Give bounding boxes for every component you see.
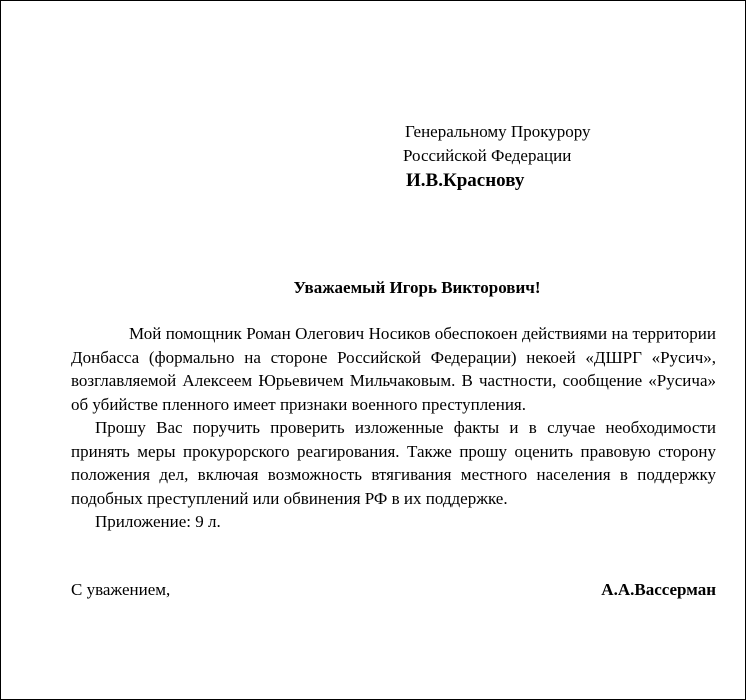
addressee-organization: Российской Федерации bbox=[403, 146, 572, 165]
signature: А.А.Вассерман bbox=[601, 580, 716, 599]
attachment-note: Приложение: 9 л. bbox=[95, 512, 221, 531]
closing: С уважением, bbox=[71, 580, 171, 599]
salutation: Уважаемый Игорь Викторович! bbox=[293, 278, 541, 297]
body-paragraph: Мой помощник Роман Олегович Носиков обеспокоен действиями на территории Донбасса (формально на стороне Российской Федерации) некоей «ДШРГ «Русич», возглавляемой Алексеем Юрьевичем Мильчаковым. В частности, сообщение «Русича» об убийстве пленного имеет признаки военного преступления. bbox=[71, 324, 716, 414]
letter-body bbox=[71, 322, 716, 534]
addressee-name: И.В.Краснову bbox=[406, 170, 525, 191]
addressee-title: Генеральному Прокурору bbox=[405, 122, 591, 141]
body-paragraph: Прошу Вас поручить проверить изложенные факты и в случае необходимости принять меры прокурорского реагирования. Также прошу оценить правовую сторону положения дел, включая возможность втягивания местного населения в поддержку подобных преступлений или обвинения РФ в их поддержке. bbox=[71, 418, 716, 508]
addressee-block bbox=[403, 120, 591, 194]
